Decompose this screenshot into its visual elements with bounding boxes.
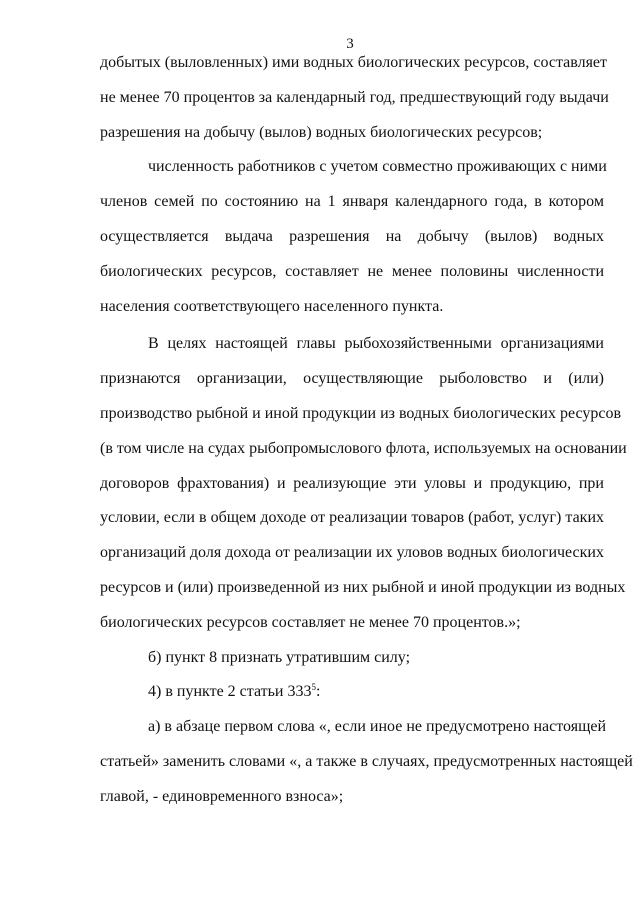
text-line: организаций доля дохода от реализации их уловов водных биологических xyxy=(100,544,604,562)
text-line: добытых (выловленных) ими водных биологических ресурсов, составляет xyxy=(100,54,608,71)
page-number: 3 xyxy=(346,36,354,52)
text-line: не менее 70 процентов за календарный год, предшествующий году выдачи xyxy=(100,88,609,106)
article-superscript: 5 xyxy=(311,682,316,693)
item-4-tail: : xyxy=(316,683,321,701)
paragraph xyxy=(100,46,609,150)
text-line: статьей» заменить словами «, а также в случаях, предусмотренных настоящей xyxy=(100,752,633,770)
text-line: разрешения на добычу (вылов) водных биологических ресурсов; xyxy=(100,123,543,141)
text-line: В целях настоящей главы рыбохозяйственными организациями xyxy=(148,335,604,353)
text-line: признаются организации, осуществляющие рыболовство и (или) xyxy=(100,370,604,388)
document-body xyxy=(100,46,633,815)
paragraph xyxy=(100,641,604,676)
text-line: осуществляется выдача разрешения на добычу (вылов) водных xyxy=(100,227,604,245)
paragraph xyxy=(100,327,627,640)
item-4-text: 4) в пункте 2 статьи 333 xyxy=(148,683,312,701)
text-line: населения соответствующего населенного пункта. xyxy=(100,297,444,315)
paragraph xyxy=(100,150,607,324)
text-line: производство рыбной и иной продукции из водных биологических ресурсов xyxy=(100,404,622,422)
text-line: главой, - единовременного взноса»; xyxy=(100,787,344,805)
text-line: членов семей по состоянию на 1 января календарного года, в котором xyxy=(100,193,604,211)
text-line: биологических ресурсов составляет не менее 70 процентов.»; xyxy=(100,613,521,631)
paragraph-a xyxy=(100,710,633,814)
text-line: б) пункт 8 признать утратившим силу; xyxy=(148,648,411,666)
text-line: численность работников с учетом совместно проживающих с ними xyxy=(148,158,607,176)
text-line: ресурсов и (или) произведенной из них рыбной и иной продукции из водных xyxy=(100,578,626,596)
text-line: условии, если в общем доходе от реализации товаров (работ, услуг) таких xyxy=(100,509,604,527)
text-line: а) в абзаце первом слова «, если иное не предусмотрено настоящей xyxy=(148,718,607,736)
text-line: договоров фрахтования) и реализующие эти уловы и продукцию, при xyxy=(100,474,604,492)
paragraph-item-4 xyxy=(100,675,604,710)
text-line: биологических ресурсов, составляет не менее половины численности xyxy=(100,262,604,280)
text-line: (в том числе на судах рыбопромыслового флота, используемых на основании xyxy=(100,439,627,457)
